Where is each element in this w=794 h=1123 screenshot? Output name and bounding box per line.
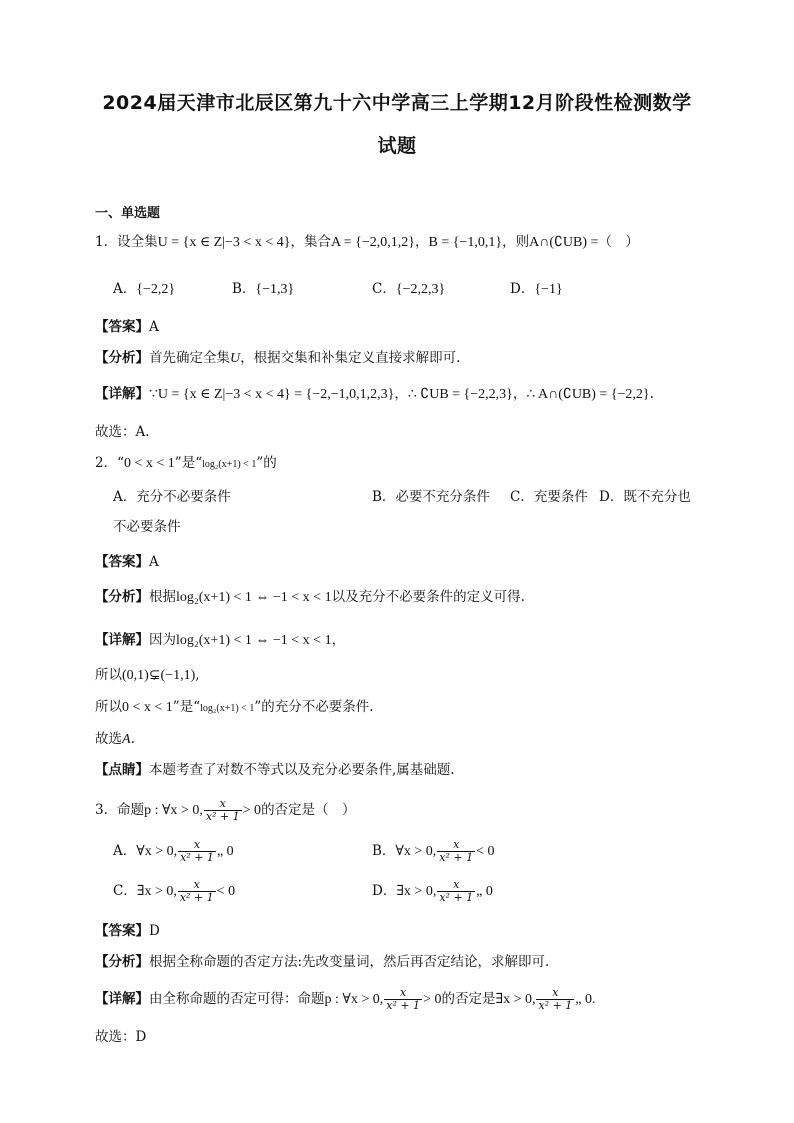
q1-analysis (95, 349, 460, 368)
text-span: x² + 1 (180, 851, 214, 864)
text-span (384, 987, 422, 1012)
text-span: 首先确定全集 (149, 350, 230, 366)
text-span: „ 0 (476, 884, 493, 899)
text-span: D． (599, 489, 624, 505)
text-span: {−2,2,3} (395, 282, 446, 297)
text-span: 必要不充分条件 (395, 489, 490, 505)
text-span: 因为 (149, 632, 176, 648)
text-span: C． (510, 489, 534, 505)
section-heading: 一、单选题 (95, 206, 161, 221)
text-span: log₂(x+1) < 1 (200, 703, 255, 714)
text-span: 的否定是（ ） (261, 802, 356, 818)
text-span: , (195, 667, 200, 683)
text-span: B． (372, 843, 396, 859)
q2-option-c (510, 488, 588, 506)
text-span: D． (510, 281, 535, 297)
text-span: 【分析】 (95, 954, 149, 970)
text-span: 的否定是 (441, 991, 496, 1007)
text-span: ， (331, 632, 346, 648)
text-span (178, 879, 216, 904)
text-span: p : ∀x > 0, (324, 992, 384, 1007)
text-span: 根据 (149, 589, 176, 605)
text-span: B． (232, 281, 256, 297)
text-span: 所以 (95, 699, 122, 715)
q3-option-b (372, 836, 495, 867)
q3-detail (95, 984, 596, 1015)
text-span (178, 839, 216, 864)
text-span: ∴ A∩(∁UB) = {−2,2} (526, 387, 650, 402)
text-span: 【点睛】 (95, 762, 149, 778)
q3-stem (95, 795, 356, 826)
text-span: > 0 (423, 992, 442, 1007)
text-span: B． (372, 489, 396, 505)
text-span: 0 < x < 1 (122, 700, 173, 715)
q3-answer (95, 922, 160, 940)
text-span: 本题考查了对数不等式以及充分必要条件,属基础题. (149, 762, 455, 778)
text-span: log₂(x+1) < 1 ⇔ −1 < x < 1 (176, 590, 332, 605)
text-span: 以及充分不必要条件的定义可得. (331, 589, 525, 605)
q1-choose: 故选：A. (95, 424, 150, 440)
text-span: x (204, 798, 242, 811)
text-span: ∃x > 0, (136, 884, 177, 899)
text-span: x² + 1 (386, 999, 421, 1012)
text-span: x (437, 879, 475, 892)
text-span: A (122, 732, 131, 747)
text-span: (0,1)⊊(−1,1) (122, 668, 196, 683)
q3-option-d (372, 876, 493, 907)
q1-math-A: A = {−2,0,1,2} (330, 235, 416, 250)
text-span: . (130, 731, 135, 747)
q1-math-expr: A∩(∁UB) = (529, 235, 599, 250)
text-span: ∀x > 0, (136, 844, 178, 859)
q1-detail (95, 385, 654, 404)
q2-option-d (599, 488, 691, 506)
text-span: log₂(x+1) < 1 (202, 459, 257, 470)
q2-answer (95, 553, 159, 571)
text-span: x (178, 879, 216, 892)
text-span: 充分不必要条件 (136, 489, 231, 505)
text-span: 0 < x < 1 (124, 456, 175, 471)
q2-line-a (95, 666, 200, 685)
text-span: ∴ ∁UB = {−2,2,3} (407, 387, 513, 402)
text-span: ，根据交集和补集定义直接求解即可. (240, 350, 461, 366)
q1-math-U: U = {x ∈ Z|−3 < x < 4} (157, 235, 291, 250)
q2-option-a (113, 488, 231, 506)
text-span: 【答案】 (95, 554, 149, 570)
text-span: < 0 (476, 844, 495, 859)
doc-title-line1: 2024届天津市北辰区第九十六中学高三上学期12月阶段性检测数学 (102, 92, 692, 114)
q2-option-d-cont: 不必要条件 (113, 519, 181, 535)
text-span: x² + 1 (205, 810, 240, 823)
q1-option-b (232, 280, 294, 299)
text-span: ”的 (256, 455, 277, 471)
q1-option-a (113, 280, 175, 299)
text-span: {−2,2} (136, 282, 176, 297)
text-span: ∃x > 0, (396, 884, 437, 899)
text-span: A (149, 554, 159, 570)
text-span: ， (394, 386, 408, 402)
text-span: x (384, 987, 422, 1000)
text-span: ∀x > 0, (395, 844, 437, 859)
q1-option-c (372, 280, 445, 299)
text-span: p : ∀x > 0, (144, 803, 203, 818)
text-span: U (230, 351, 241, 366)
text-span: A． (113, 843, 137, 859)
text-span: {−1} (534, 282, 563, 297)
q1-text: ，则 (502, 234, 530, 250)
text-span: 【分析】 (95, 350, 149, 366)
text-span: x² + 1 (538, 999, 573, 1012)
text-span: 2．“ (95, 455, 124, 471)
q1-stem (95, 233, 639, 252)
q3-analysis (95, 953, 549, 971)
text-span: log₂(x+1) < 1 ⇔ −1 < x < 1 (176, 633, 332, 648)
q3-fraction (204, 798, 242, 823)
text-span: C． (372, 281, 396, 297)
text-span: 所以 (95, 667, 122, 683)
text-span: < 0 (216, 884, 236, 899)
q3-option-a (113, 836, 234, 867)
text-span: x² + 1 (439, 851, 474, 864)
text-span (437, 879, 475, 904)
text-span: 充要条件 (533, 489, 588, 505)
text-span: ∵U = {x ∈ Z|−3 < x < 4} = {−2,−1,0,1,2,3} (149, 387, 395, 402)
q2-comment (95, 761, 455, 779)
text-span: ”是“ (172, 699, 201, 715)
text-span: . (649, 386, 654, 402)
doc-title-line2: 试题 (377, 135, 417, 157)
q2-choose (95, 730, 135, 749)
q2-detail (95, 631, 345, 650)
text-span: D． (372, 883, 397, 899)
q3-choose: 故选：D (95, 1029, 147, 1045)
q1-math-B: B = {−1,0,1} (428, 235, 503, 250)
text-span: 故选 (95, 731, 122, 747)
text-span: > 0 (242, 803, 262, 818)
text-span: ”的充分不必要条件. (254, 699, 374, 715)
text-span: 【详解】 (95, 632, 149, 648)
text-span: 【分析】 (95, 589, 149, 605)
q2-stem (95, 454, 277, 474)
text-span: ”是“ (174, 455, 203, 471)
q2-option-b (372, 488, 490, 506)
text-span (437, 839, 475, 864)
q1-answer (95, 318, 159, 336)
text-span: D (149, 923, 160, 939)
text-span: x² + 1 (179, 891, 214, 904)
text-span: ， (512, 386, 527, 402)
q1-text: ， (415, 234, 429, 250)
text-span: 【详解】 (95, 386, 149, 402)
text-span: x (536, 987, 574, 1000)
text-span: {−1,3} (255, 282, 295, 297)
text-span: A (149, 319, 159, 335)
q1-option-d (510, 280, 563, 299)
text-span: 既不充分也 (623, 489, 691, 505)
text-span: 【答案】 (95, 923, 149, 939)
text-span: x (437, 839, 475, 852)
q1-text: ，集合 (290, 234, 331, 250)
text-span: „ 0 (216, 844, 234, 859)
text-span: A． (113, 489, 137, 505)
text-span (536, 987, 574, 1012)
text-span: „ 0. (575, 992, 596, 1007)
q2-analysis (95, 588, 525, 607)
text-span: x² + 1 (439, 891, 474, 904)
q1-blank: （ ） (598, 234, 639, 250)
text-span: 【详解】 (95, 991, 149, 1007)
q3-option-c (113, 876, 235, 907)
text-span: 根据全称命题的否定方法:先改变量词，然后再否定结论，求解即可. (149, 954, 550, 970)
text-span: A． (113, 281, 137, 297)
text-span: ∃x > 0, (495, 992, 536, 1007)
q1-stem-prefix: 1．设全集 (95, 234, 158, 250)
text-span: x (178, 839, 216, 852)
text-span: 3．命题 (95, 802, 145, 818)
text-span: C． (113, 883, 137, 899)
text-span: 由全称命题的否定可得：命题 (149, 991, 325, 1007)
q2-line-b (95, 698, 374, 718)
text-span: 【答案】 (95, 319, 149, 335)
